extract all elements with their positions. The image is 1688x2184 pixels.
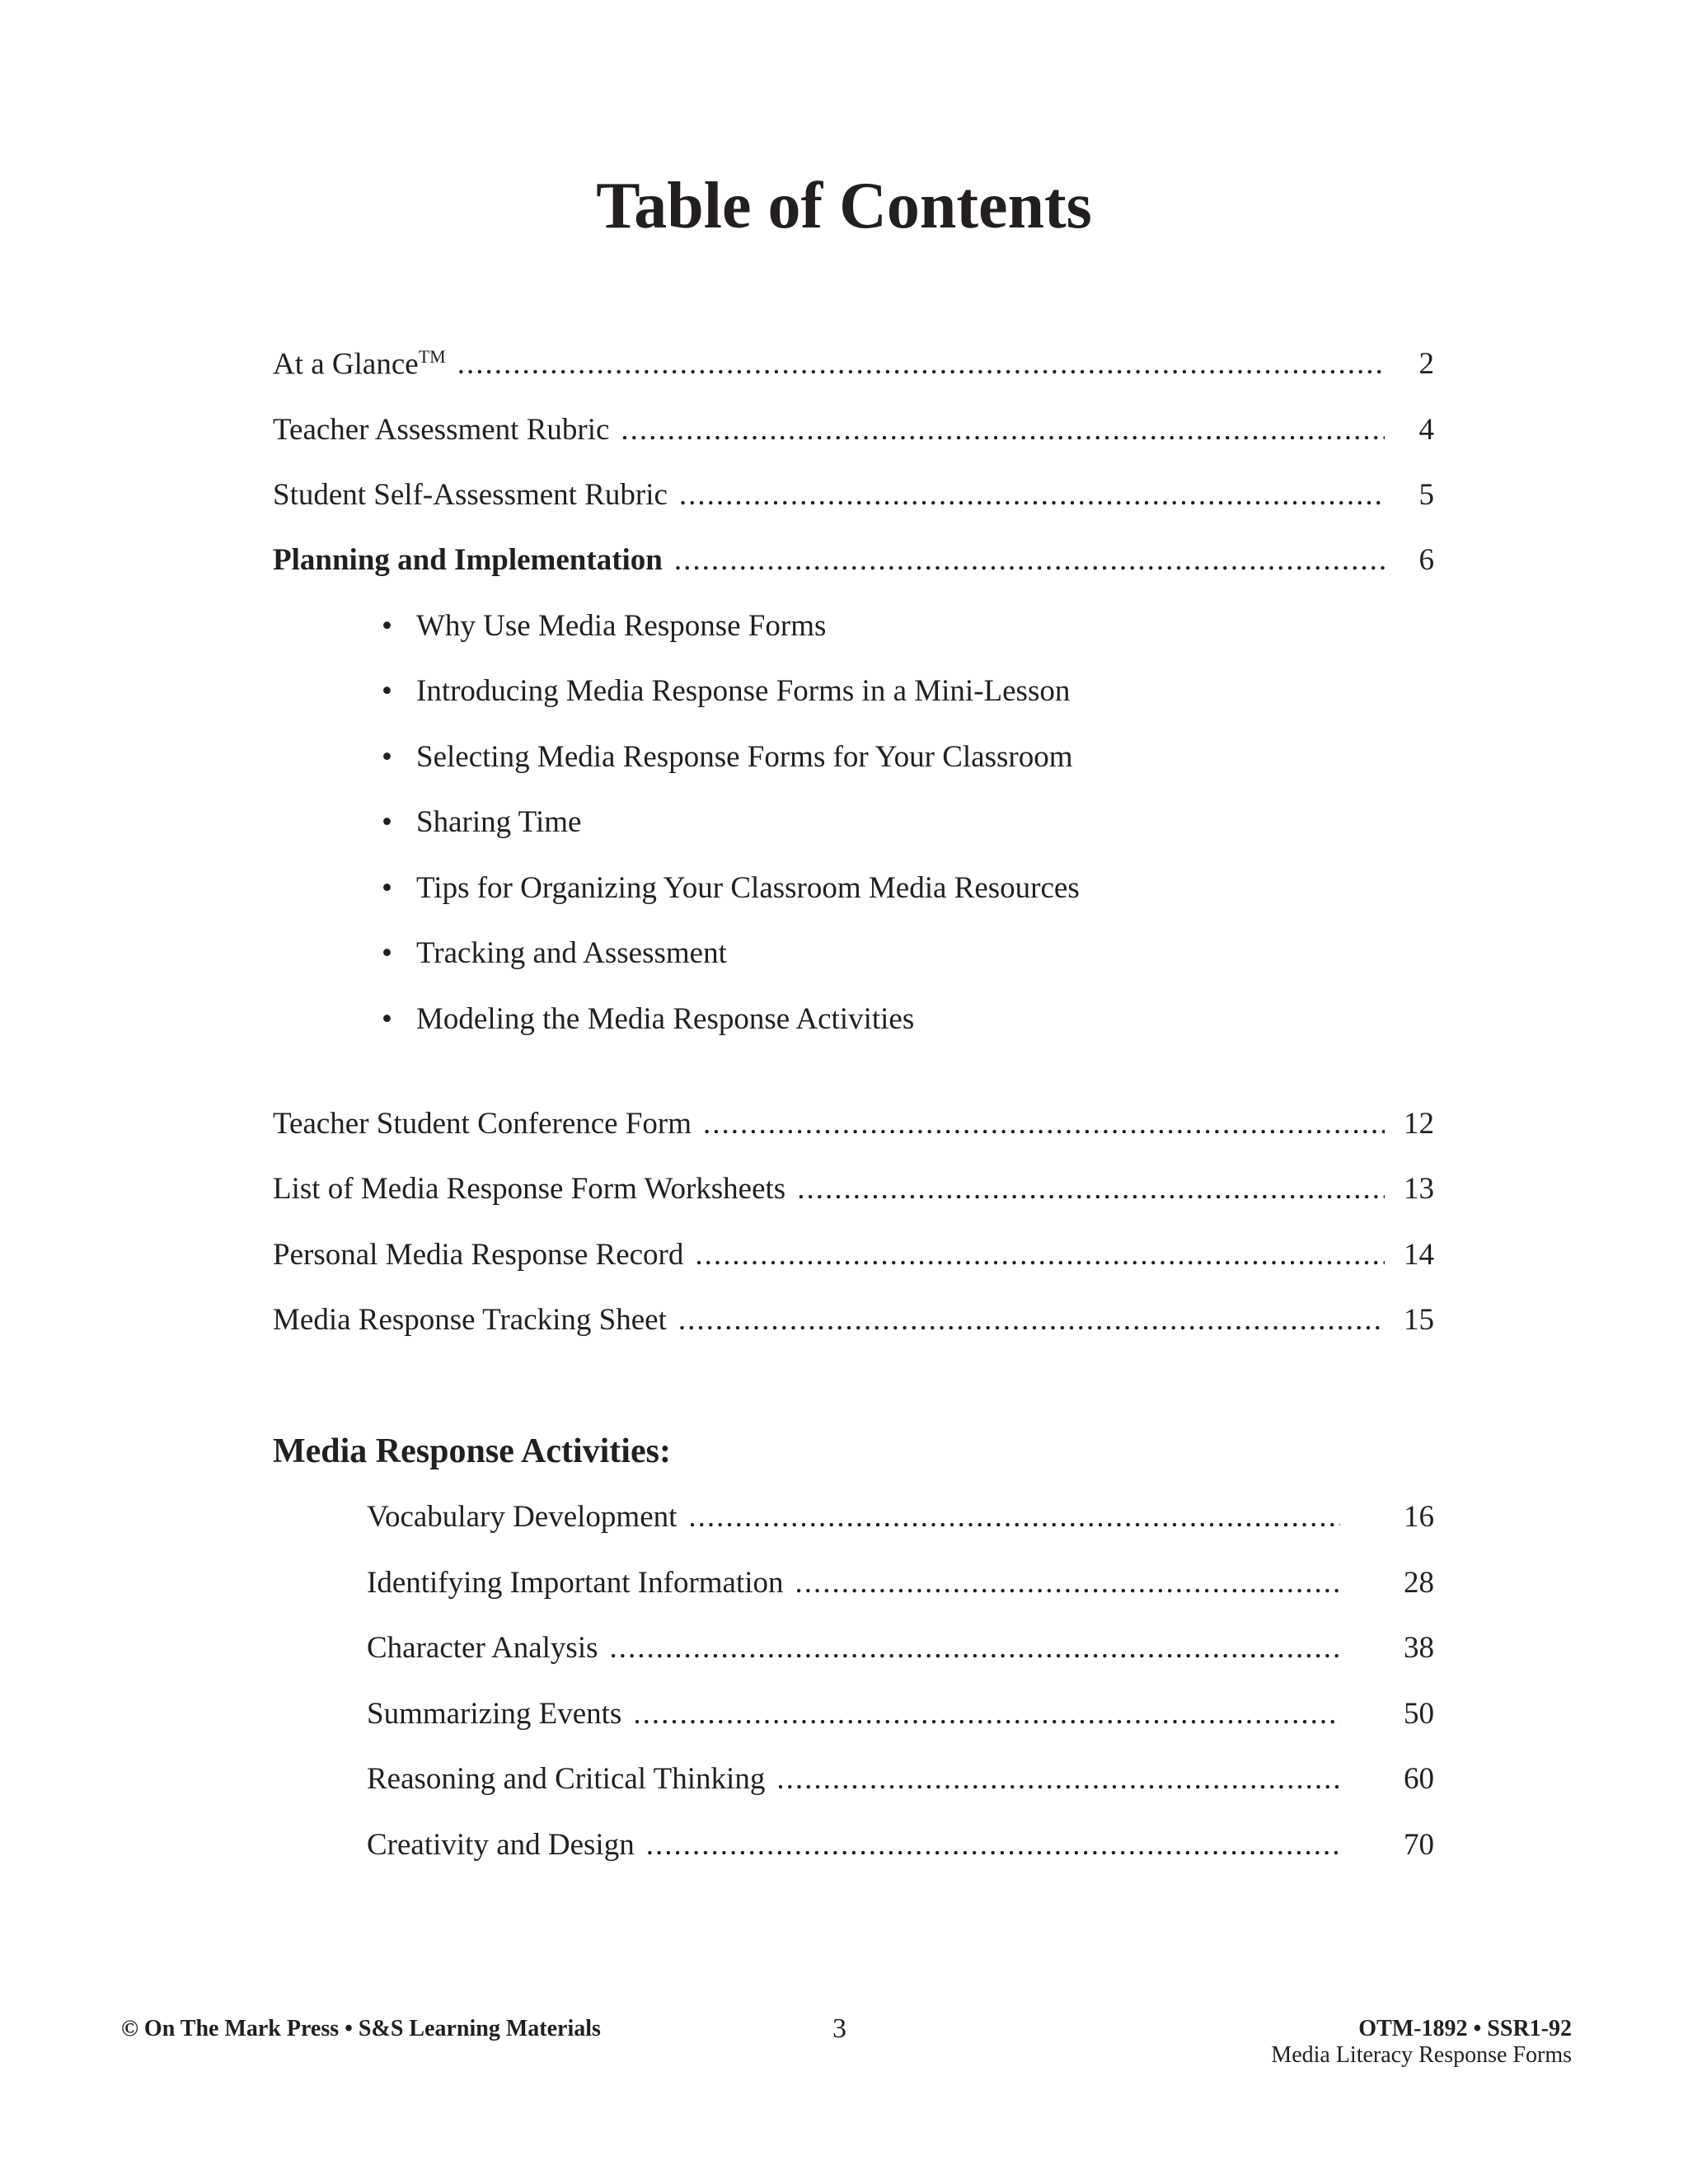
toc-page-number: 15 <box>1404 1303 1434 1337</box>
activity-entry <box>367 1827 1434 1877</box>
toc-entry-label: Creativity and Design <box>367 1828 635 1862</box>
bullet-item: • Selecting Media Response Forms for Your Classroom <box>382 740 1073 774</box>
toc-entry-label: Teacher Student Conference Form <box>273 1107 692 1141</box>
bullet-icon: • <box>382 936 392 970</box>
page-title: Table of Contents <box>596 170 1092 242</box>
dot-leader <box>610 1630 1341 1666</box>
dot-leader <box>679 477 1385 513</box>
toc-entry-label: Identifying Important Information <box>367 1566 784 1600</box>
toc-page-number: 5 <box>1418 478 1434 512</box>
toc-entry <box>273 477 1434 527</box>
toc-entry-label: Summarizing Events <box>367 1697 622 1731</box>
activity-entry <box>367 1499 1434 1549</box>
activity-entry <box>367 1630 1434 1680</box>
footer-publisher: © On The Mark Press • S&S Learning Materials <box>121 2016 601 2041</box>
toc-entry-label: Student Self-Assessment Rubric <box>273 478 668 512</box>
bullet-icon: • <box>382 1002 392 1036</box>
bullet-item: • Why Use Media Response Forms <box>382 609 827 643</box>
toc-page-number: 13 <box>1404 1172 1434 1206</box>
toc-entry <box>273 1171 1434 1221</box>
toc-entry-label: Character Analysis <box>367 1631 598 1665</box>
dot-leader <box>797 1171 1385 1207</box>
bullet-icon: • <box>382 609 392 643</box>
dot-leader <box>674 542 1385 578</box>
toc-entry-label: Teacher Assessment Rubric <box>273 413 610 447</box>
toc-entry-label: Personal Media Response Record <box>273 1238 684 1272</box>
bullet-icon: • <box>382 805 392 839</box>
bullet-icon: • <box>382 740 392 774</box>
toc-page-number: 50 <box>1404 1697 1434 1731</box>
toc-page-number: 60 <box>1404 1762 1434 1796</box>
bullet-item: • Tips for Organizing Your Classroom Media Resources <box>382 871 1080 905</box>
toc-page-number: 70 <box>1404 1828 1434 1862</box>
toc-entry <box>273 1106 1434 1155</box>
toc-entry <box>273 542 1434 592</box>
dot-leader <box>621 412 1385 448</box>
dot-leader <box>688 1499 1340 1535</box>
dot-leader <box>646 1827 1340 1863</box>
footer-code: OTM-1892 • SSR1-92 <box>1358 2016 1572 2041</box>
bullet-item: • Introducing Media Response Forms in a Mini-Lesson <box>382 674 1071 708</box>
toc-entry-label: Planning and Implementation <box>273 543 663 577</box>
toc-entry <box>273 412 1434 462</box>
bullet-icon: • <box>382 674 392 708</box>
toc-entry-label: Media Response Tracking Sheet <box>273 1303 667 1337</box>
toc-entry-label: Vocabulary Development <box>367 1500 678 1534</box>
toc-entry <box>273 1302 1434 1352</box>
bullet-icon: • <box>382 871 392 905</box>
dot-leader <box>633 1696 1340 1732</box>
dot-leader <box>776 1761 1340 1797</box>
footer-page-number: 3 <box>832 2013 846 2044</box>
activity-entry <box>367 1696 1434 1746</box>
toc-page-number: 38 <box>1404 1631 1434 1665</box>
dot-leader <box>695 1237 1385 1272</box>
toc-entry <box>273 346 1434 396</box>
toc-page-number: 28 <box>1404 1566 1434 1600</box>
bullet-item: • Sharing Time <box>382 805 582 839</box>
toc-entry-label: At a Glance <box>273 347 419 382</box>
dot-leader <box>703 1106 1385 1141</box>
bullet-item: • Modeling the Media Response Activities <box>382 1002 915 1036</box>
dot-leader <box>457 346 1385 382</box>
toc-page-number: 4 <box>1418 413 1434 447</box>
toc-entry-label: Reasoning and Critical Thinking <box>367 1762 766 1796</box>
activity-entry <box>367 1565 1434 1615</box>
toc-entry <box>273 1237 1434 1286</box>
trademark: TM <box>418 346 446 367</box>
toc-page-number: 16 <box>1404 1500 1434 1534</box>
footer-book-title: Media Literacy Response Forms <box>1271 2042 1572 2068</box>
bullet-item: • Tracking and Assessment <box>382 936 727 970</box>
dot-leader <box>678 1302 1385 1338</box>
toc-page-number: 6 <box>1418 543 1434 577</box>
toc-entry-label: List of Media Response Form Worksheets <box>273 1172 786 1206</box>
section-heading: Media Response Activities: <box>273 1432 671 1470</box>
toc-page-number: 12 <box>1404 1107 1434 1141</box>
toc-page-number: 14 <box>1404 1238 1434 1272</box>
dot-leader <box>795 1565 1340 1601</box>
activity-entry <box>367 1761 1434 1811</box>
toc-page-number: 2 <box>1418 347 1434 382</box>
